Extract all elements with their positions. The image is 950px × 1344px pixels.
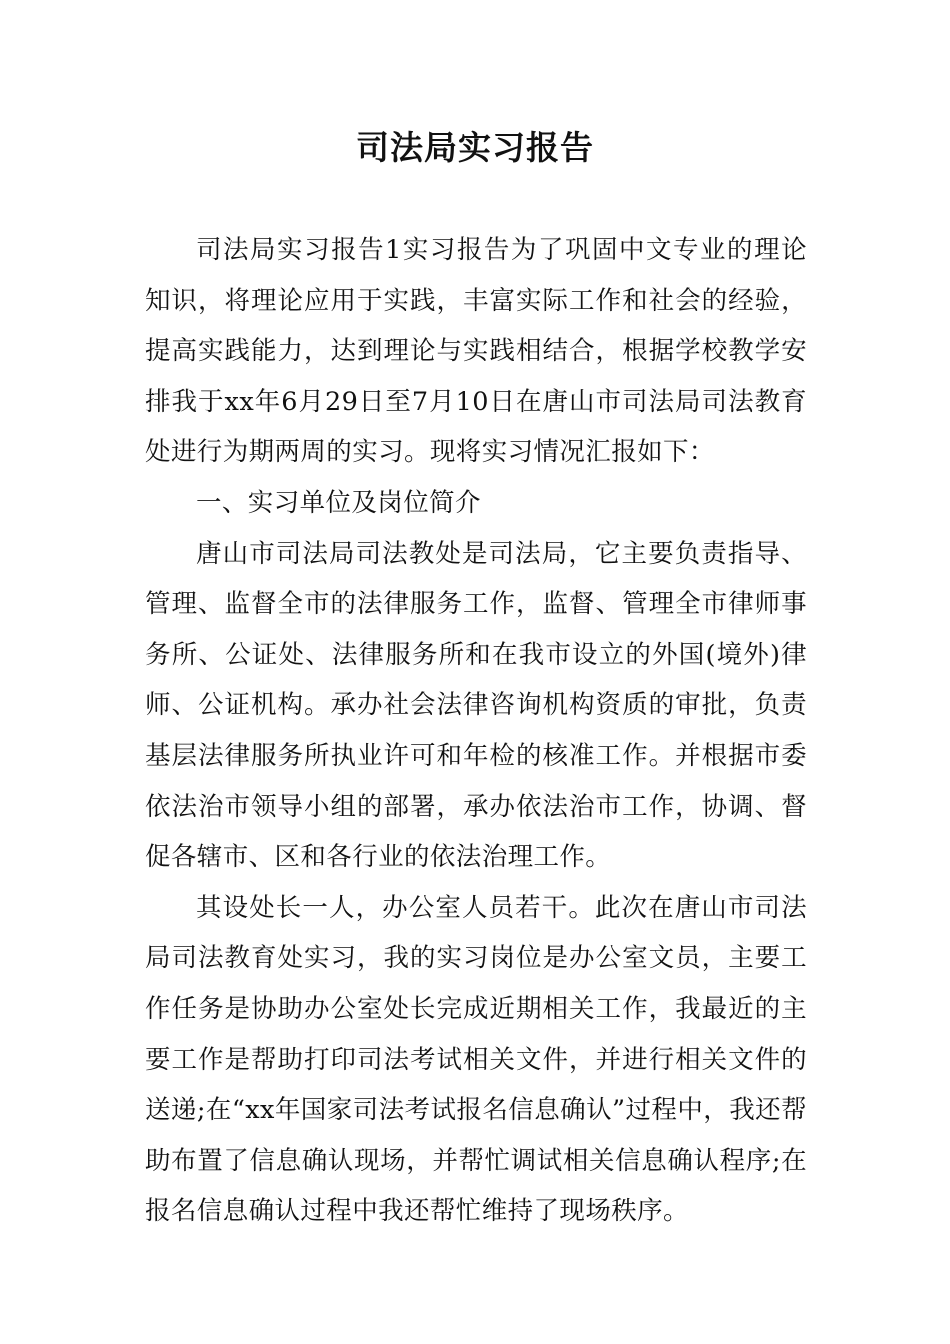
paragraph-position-description: 其设处长一人，办公室人员若干。此次在唐山市司法局司法教育处实习，我的实习岗位是办公室文员，主要工作任务是协助办公室处长完成近期相关工作，我最近的主要工作是帮助打印司法考试相关文件，并进行相关文件的送递;在“xx年国家司法考试报名信息确认”过程中，我还帮助布置了信息确认现场，并帮忙调试相关信息确认程序;在报名信息确认过程中我还帮忙维持了现场秩序。 — [145, 892, 807, 1227]
section-heading-unit-intro: 一、实习单位及岗位简介 — [196, 487, 481, 518]
document-title: 司法局实习报告 — [356, 128, 594, 167]
document-body — [145, 225, 807, 1237]
paragraph-intro: 司法局实习报告1实习报告为了巩固中文专业的理论知识，将理论应用于实践，丰富实际工作和社会的经验，提高实践能力，达到理论与实践相结合，根据学校教学安排我于xx年6月29日至7月10日在唐山市司法局司法教育处进行为期两周的实习。现将实习情况汇报如下： — [145, 235, 807, 468]
paragraph-unit-description: 唐山市司法局司法教处是司法局，它主要负责指导、管理、监督全市的法律服务工作，监督、管理全市律师事务所、公证处、法律服务所和在我市设立的外国(境外)律师、公证机构。承办社会法律咨询机构资质的审批，负责基层法律服务所执业许可和年检的核准工作。并根据市委依法治市领导小组的部署，承办依法治市工作，协调、督促各辖市、区和各行业的依法治理工作。 — [145, 538, 807, 873]
